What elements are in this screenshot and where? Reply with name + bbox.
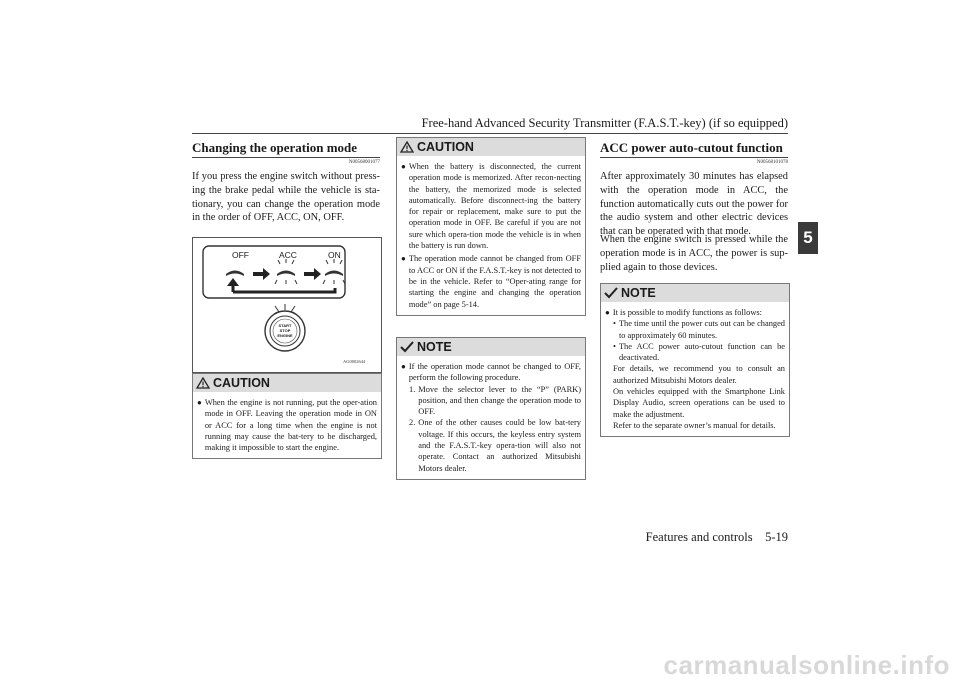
section-rule <box>600 157 788 158</box>
bullet-icon: ● <box>401 362 406 371</box>
note-header <box>397 338 585 356</box>
watermark: carmanualsonline.info <box>663 650 950 680</box>
note-label: NOTE <box>417 340 452 354</box>
caution-item-text: When the engine is not running, put the oper-ation mode in OFF. Leaving the operation mode in ON or ACC for a long time when the engine is not running may cause the bat-tery to be discharged, making it impossible to start the engine. <box>204 398 377 453</box>
step-text: Move the selector lever to the “P” (PARK) position, and then change the operation mode to OFF. <box>418 384 581 417</box>
caution-item <box>401 161 581 251</box>
warning-triangle-icon <box>196 377 210 389</box>
checkmark-icon <box>604 287 618 299</box>
start-stop-button-label <box>271 324 299 338</box>
note-item <box>401 361 581 384</box>
note-paragraph: On vehicles equipped with the Smartphone Link Display Audio, screen operations can be used to make the adjustment. <box>613 387 785 419</box>
sub-bullet: • <box>613 319 616 329</box>
section-body: When the engine switch is pressed while the operation mode is in ACC, the power is sup-plied again to those devices. <box>600 234 788 273</box>
note-step <box>409 417 581 473</box>
note-item <box>605 307 785 318</box>
figure-label-on: ON <box>328 250 341 260</box>
sub-bullet: • <box>613 341 616 351</box>
caution-item-text: The operation mode cannot be changed from OFF to ACC or ON if the F.A.S.T.-key is not detected to be in the vehicle. Refer to “Oper-ating range for starting the engine and changing the operation mode” on page 5-14. <box>408 254 581 309</box>
bullet-icon: ● <box>197 398 202 407</box>
figure-label-acc: ACC <box>279 250 297 260</box>
caution-label: CAUTION <box>213 376 270 390</box>
step-number: 1. <box>409 384 416 394</box>
sub-item-text: The time until the power cuts out can be changed to approximately 60 minutes. <box>618 319 785 340</box>
note-sub-item <box>613 341 785 364</box>
figure-code: AG0002644 <box>343 359 366 364</box>
caution-box-middle <box>396 137 586 316</box>
note-paragraph: For details, we recommend you to consult an authorized Mitsubishi Motors dealer. <box>613 364 785 385</box>
page-footer: Features and controls 5-19 <box>645 530 788 544</box>
checkmark-icon <box>400 341 414 353</box>
warning-triangle-icon <box>400 141 414 153</box>
section-body: After approximately 30 minutes has elapsed with the operation mode in ACC, the function automatically cuts out the power for the audio system and other electric devices that can be operated with that mode. <box>600 171 788 238</box>
note-label: NOTE <box>621 286 656 300</box>
note-box-middle <box>396 337 586 480</box>
bullet-icon: ● <box>401 162 406 171</box>
bullet-icon: ● <box>401 254 406 264</box>
header-rule <box>192 133 788 134</box>
note-box-right <box>600 283 790 437</box>
caution-header <box>397 138 585 156</box>
note-sub-item <box>613 318 785 341</box>
caution-item <box>197 397 377 453</box>
caution-header <box>193 374 381 392</box>
button-text-start: START <box>278 323 292 328</box>
caution-item <box>401 253 581 309</box>
step-number: 2. <box>409 418 416 428</box>
engine-switch-figure <box>192 237 382 373</box>
note-intro-text: If the operation mode cannot be changed to OFF, perform the following procedure. <box>408 362 581 383</box>
section-code: N00568001077 <box>348 160 380 165</box>
bullet-icon: ● <box>605 308 610 317</box>
note-paragraph: Refer to the separate owner’s manual for details. <box>613 420 776 430</box>
note-intro-text: It is possible to modify functions as follows: <box>612 308 762 317</box>
caution-label: CAUTION <box>417 140 474 154</box>
section-code: N00568101078 <box>756 160 788 165</box>
note-step <box>409 384 581 418</box>
section-body: If you press the engine switch without press-ing the brake pedal while the vehicle is sta-tionary, you can change the operation mode in the order of OFF, ACC, ON, OFF. <box>192 171 380 224</box>
section-title-acc-cutout: ACC power auto-cutout function <box>600 140 783 155</box>
sub-item-text: The ACC power auto-cutout function can be deactivated. <box>618 341 785 363</box>
button-text-engine: ENGINE <box>277 332 293 338</box>
caution-box-left <box>192 373 382 459</box>
section-title-operation-mode: Changing the operation mode <box>192 140 358 155</box>
page-header-title: Free-hand Advanced Security Transmitter (F.A.S.T.-key) (if so equipped) <box>421 116 788 130</box>
section-rule <box>192 157 380 158</box>
step-text: One of the other causes could be low bat-tery voltage. If this occurs, the keyless entry system and the F.A.S.T.-key opera-tion will also not operate. Contact an authorized Mitsubishi Motors dealer. <box>418 418 581 473</box>
button-text-stop: STOP <box>279 327 291 333</box>
figure-label-off: OFF <box>232 250 249 260</box>
chapter-tab: 5 <box>798 222 818 254</box>
note-header <box>601 284 789 302</box>
caution-item-text: When the battery is disconnected, the current operation mode is memorized. After recon-necting the battery, the memorized mode is selected automatically. Before disconnect-ing the battery for repair or replacement, make sure to put the operation mode in OFF. Be careful if you are not sure which opera-tion mode the vehicle is in when the battery is run down. <box>408 162 581 251</box>
